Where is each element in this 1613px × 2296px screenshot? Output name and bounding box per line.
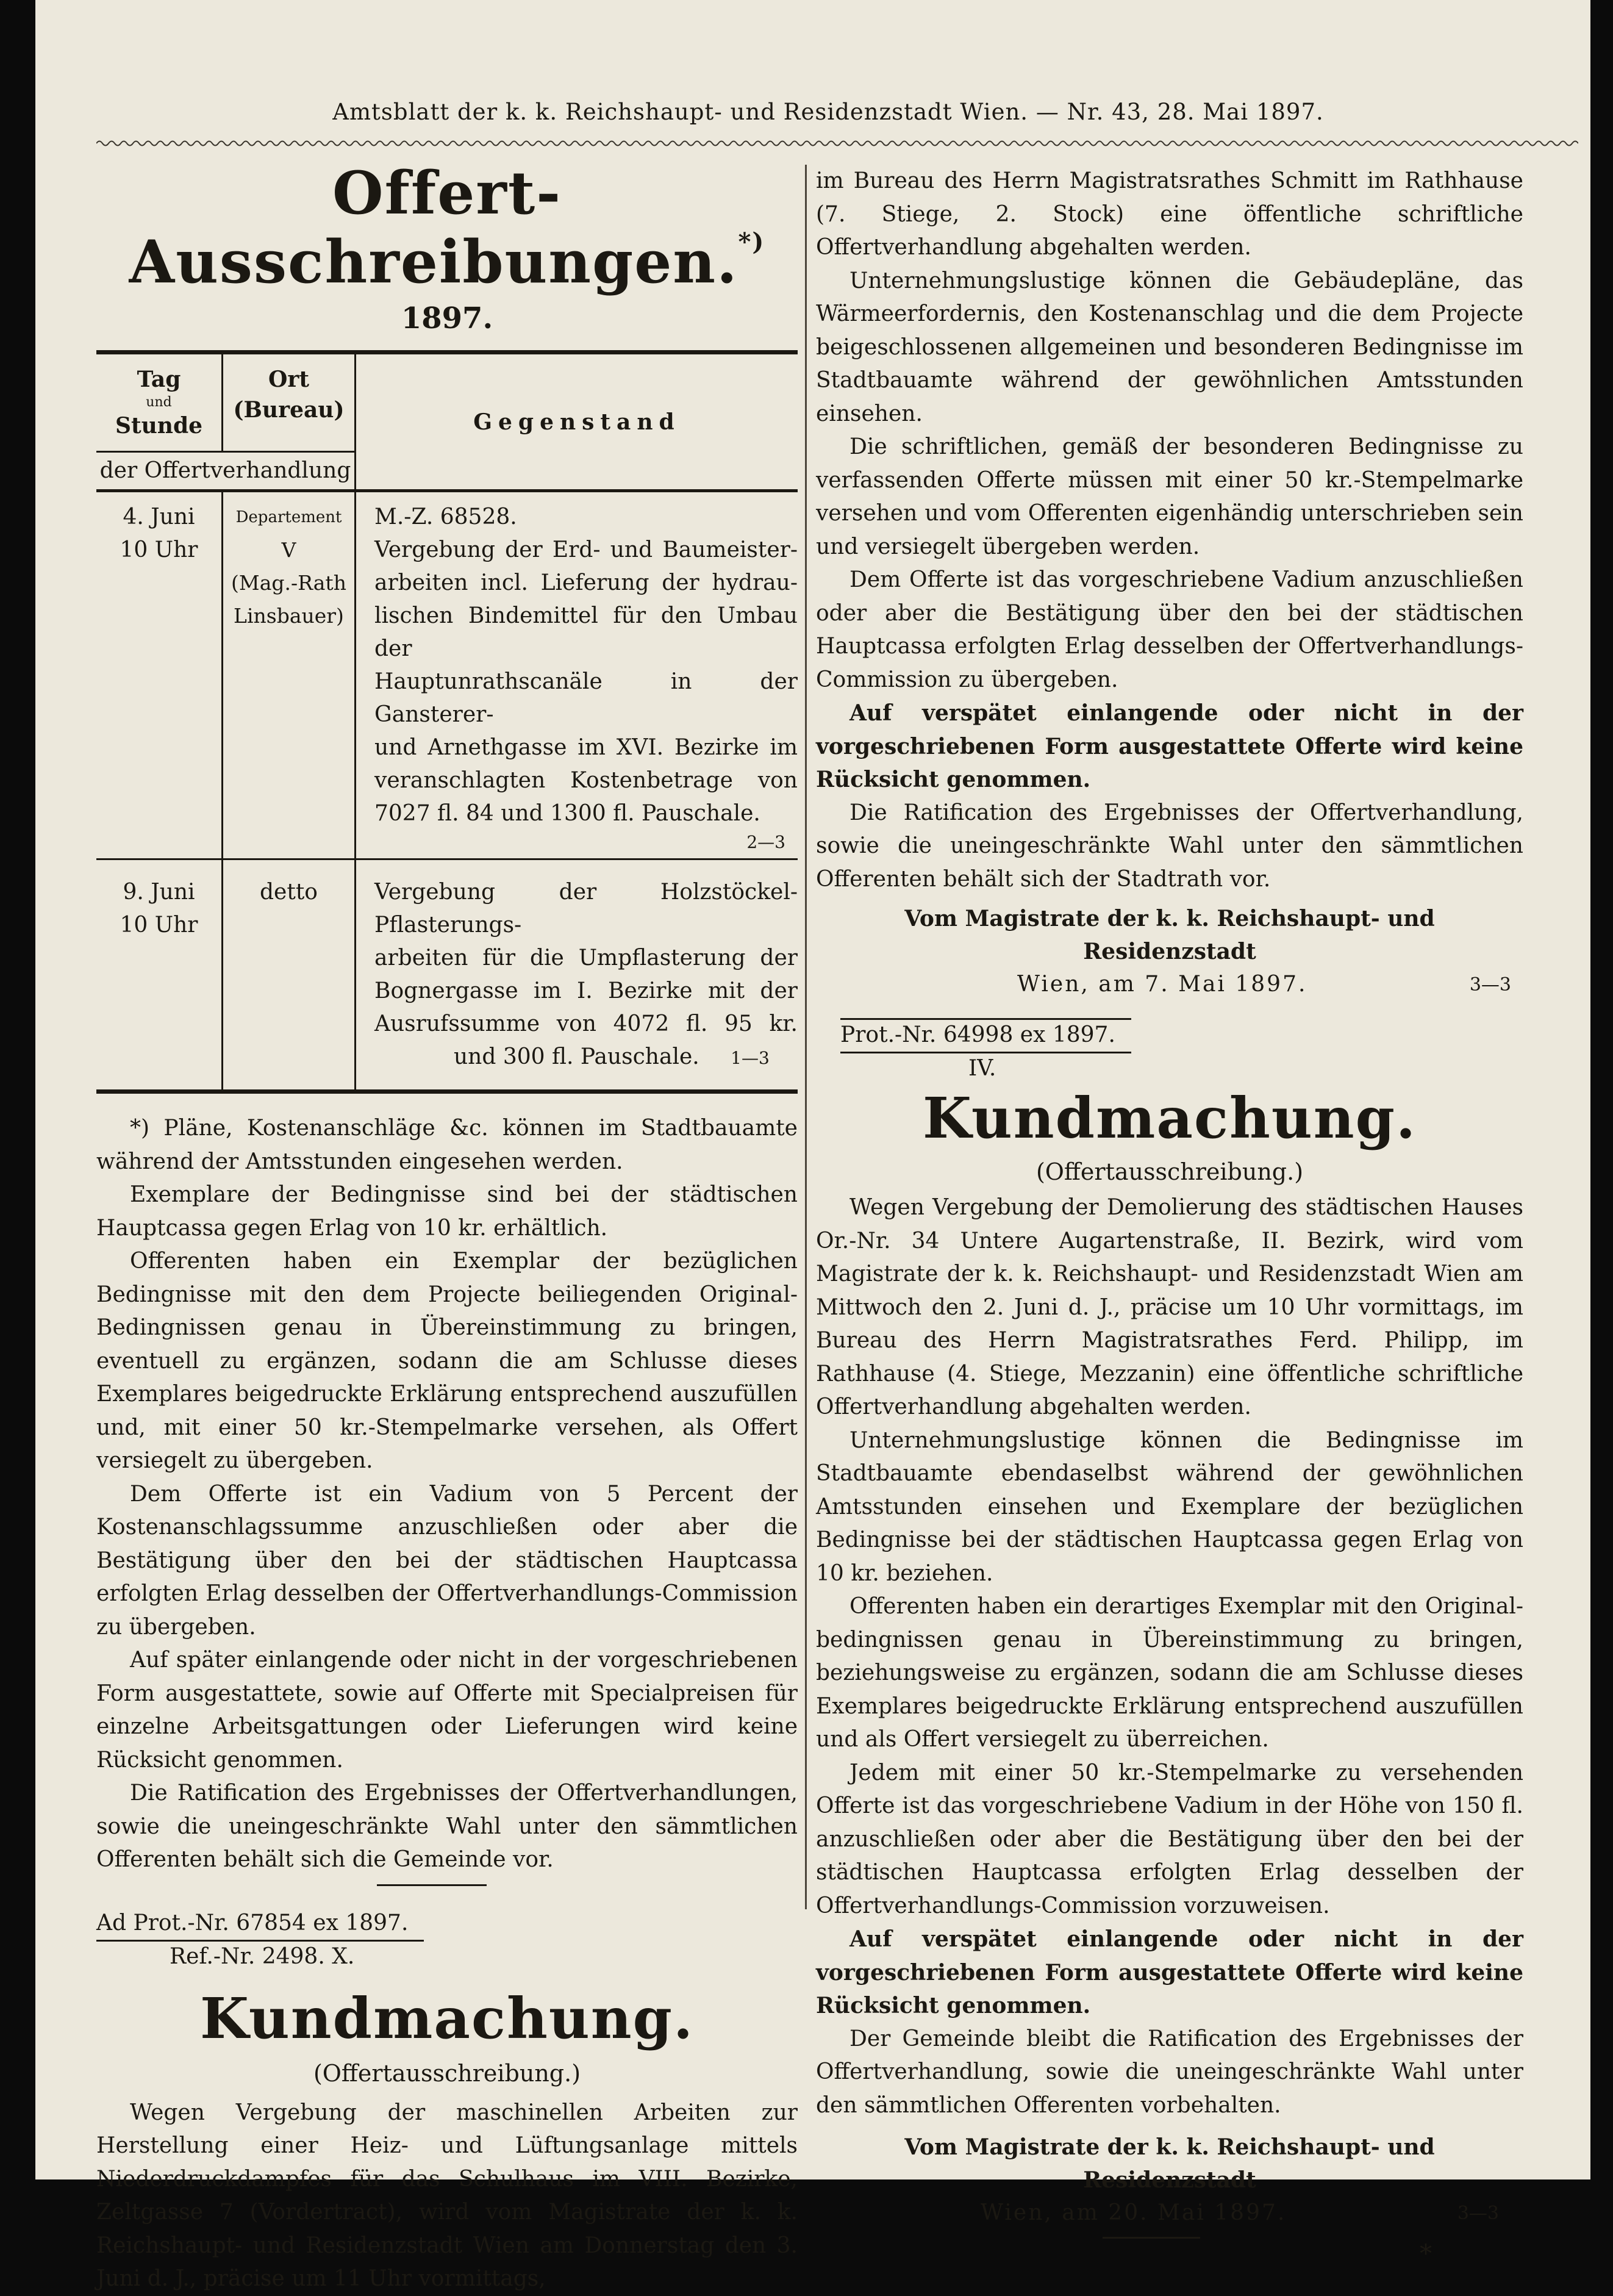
row2-datetime	[96, 859, 223, 1092]
row1-subject-line: Vergebung der Erd- und Baumeister-	[374, 537, 798, 562]
hdr-bureau: (Bureau)	[233, 397, 345, 423]
hdr-tag: Tag	[137, 367, 181, 392]
cont-para: im Bureau des Herrn Magistratsrathes Schmitt im Rathhause (7. Stiege, 2. Stock) eine öffentliche schriftliche Offertverhandlung abgehalten werden.	[816, 168, 1523, 260]
section-title	[96, 159, 798, 296]
prot-ref: Prot.-Nr. 64998 ex 1897.	[840, 1018, 1131, 1053]
row2-subject-line: Bognergasse im I. Bezirke mit der	[374, 978, 798, 1003]
end-rule	[1103, 2237, 1200, 2239]
row1-place-line: Linsbauer)	[234, 604, 344, 628]
row1-date: 4. Juni	[123, 504, 195, 529]
kundmachung-title: Kundmachung.	[922, 1085, 1417, 1151]
col-header-place	[223, 353, 356, 452]
row1-mark: 2—3	[746, 832, 785, 852]
column-divider	[805, 165, 807, 1909]
row2-place: detto	[223, 859, 356, 1092]
signature-line: Vom Magistrate der k. k. Reichshaupt- und Residenzstadt	[904, 906, 1435, 964]
footnote-para: Dem Offerte ist ein Vadium von 5 Percent der Kostenanschlagssumme anzuschließen oder aber die Bestätigung über den bei der städtischen Hauptcassa erfolgten Erlag desselben der Offertverhandlungs-Commission zu übergeben.	[96, 1481, 798, 1640]
hdr-stunde: Stunde	[115, 413, 203, 439]
row2-date: 9. Juni	[123, 880, 195, 905]
kundmachung-para: Offerenten haben ein derartiges Exemplar mit den Original-bedingnissen genau in Übereinstimmung zu bringen, beziehungsweise zu ergänzen, sodann die am Schlusse dieses Exemplares beigedruckte Erklärung entsprechend auszufüllen und als Offert versiegelt zu überreichen.	[816, 1594, 1523, 1752]
footnote-para: Auf später einlangende oder nicht in der vorgeschriebenen Form ausgestattete, sowie auf Offerte mit Specialpreisen für einzelne Arbeitsgattungen oder Lieferungen wird keine Rücksicht genommen.	[96, 1648, 798, 1773]
date-text: Wien, am 7. Mai 1897.	[1017, 972, 1307, 997]
row1-subject	[356, 491, 798, 859]
hdr-und: und	[146, 395, 172, 410]
sequence-mark: 3—3	[1469, 974, 1511, 996]
row2-subject-line: Vergebung der Holzstöckel-Pflasterungs-	[374, 880, 798, 938]
subheader-offer-negotiation: der Offertverhandlung	[96, 452, 356, 491]
row1-subject-line: und Arnethgasse im XVI. Bezirke im	[374, 735, 798, 760]
ref-number: Ref.-Nr. 2498. X.	[170, 1943, 355, 1969]
row2-subject-line: Ausrufssumme von 4072 fl. 95 kr.	[374, 1011, 798, 1036]
row1-datetime	[96, 491, 223, 859]
hdr-ort: Ort	[268, 367, 309, 392]
kundmachung-para: Jedem mit einer 50 kr.-Stempelmarke zu versehenden Offerte ist das vorgeschriebene Vadium in der Höhe von 150 fl. anzuschließen oder aber die Bestätigung über den bei der städtischen Hauptcassa erfolgten Erlag desselben der Offertverhandlungs-Commission vorzuweisen.	[816, 1760, 1523, 1918]
date-row	[816, 968, 1523, 1002]
newspaper-page	[35, 0, 1590, 2291]
row1-subject-line: Hauptunrathscanäle in der Gansterer-	[374, 669, 798, 727]
year-label: 1897.	[401, 301, 493, 335]
row1-subject-line: arbeiten incl. Lieferung der hydrau-	[374, 570, 798, 595]
col-header-date	[96, 353, 223, 452]
row1-place-line: V	[281, 538, 296, 562]
kundmachung-text: Wegen Vergebung der maschinellen Arbeiten zur Herstellung einer Heiz- und Lüftungsanlage mittels Niederdruckdampfes für das Schulhaus im VIII. Bezirke, Zeltgasse 7 (Vordertract), wird vom Magistrate der k. k. Reichshaupt- und Residenzstadt Wien am Donnerstag den 3. Juni d. J., präcise um 11 Uhr vormittags,	[96, 2100, 798, 2291]
cont-para: Auf verspätet einlangende oder nicht in der vorgeschriebenen Form ausgestattete Offerte wird keine Rücksicht genommen.	[816, 700, 1523, 792]
row1-subject-line: veranschlagten Kostenbetrage von	[374, 768, 798, 793]
row2-subject	[356, 859, 798, 1092]
footnote-para: Offerenten haben ein Exemplar der bezüglichen Bedingnisse mit den dem Projecte beiliegenden Original-Bedingnissen genau in Übereinstimmung zu bringen, eventuell zu ergänzen, sodann die am Schlusse dieses Exemplares beigedruckte Erklärung entsprechend auszufüllen und, mit einer 50 kr.-Stempelmarke versehen, als Offert versiegelt zu übergeben.	[96, 1249, 798, 1473]
row1-time: 10 Uhr	[120, 537, 198, 562]
kundmachung-para: Auf verspätet einlangende oder nicht in der vorgeschriebenen Form ausgestattete Offerte wird keine Rücksicht genommen.	[816, 1926, 1523, 2018]
table-bottom-rule	[96, 1092, 798, 1108]
date-row	[816, 2197, 1523, 2233]
row1-place-line: Departement	[235, 508, 342, 526]
roman-number: IV.	[968, 1056, 996, 1081]
cont-para: Unternehmungslustige können die Gebäudepläne, das Wärmeerfordernis, den Kostenanschlag und die dem Projecte beigeschlossenen allgemeinen und besonderen Bedingnisse im Stadtbauamte während der gewöhnlichen Amtsstunden einsehen.	[816, 268, 1523, 426]
date-text: Wien, am 20. Mai 1897.	[981, 2200, 1287, 2225]
prot-ref-block	[816, 1018, 1523, 1053]
kundmachung-subtitle: (Offertausschreibung.)	[1035, 1158, 1304, 1185]
footnote-para: Exemplare der Bedingnisse sind bei der städtischen Hauptcassa gegen Erlag von 10 kr. erhältlich.	[96, 1182, 798, 1241]
row1-subject-line: 7027 fl. 84 und 1300 fl. Pauschale.	[374, 801, 760, 826]
row1-place-line: (Mag.-Rath	[231, 571, 346, 595]
kundmachung-title: Kundmachung.	[199, 1985, 695, 2051]
left-column	[96, 159, 798, 2296]
signature-line: Vom Magistrate der k. k. Reichshaupt- und Residenzstadt	[904, 2134, 1435, 2193]
kundmachung-para: Wegen Vergebung der Demolierung des städtischen Hauses Or.-Nr. 34 Untere Augartenstraße, II. Bezirk, wird vom Magistrate der k. k. Reichshaupt- und Residenzstadt Wien am Mittwoch den 2. Juni d. J., präcise um 10 Uhr vormittags, im Bureau des Herrn Magistratsrathes Ferd. Philipp, im Rathhause (4. Stiege, Mezzanin) eine öffentliche schriftliche Offertverhandlung abgehalten werden.	[816, 1195, 1523, 1419]
row1-subject-line: M.-Z. 68528.	[374, 504, 517, 529]
kundmachung-para: Der Gemeinde bleibt die Ratification des Ergebnisses der Offertverhandlung, sowie die uneingeschränkte Wahl unter den sämmtlichen Offerenten vorbehalten.	[816, 2026, 1523, 2118]
row2-subject-last	[374, 1041, 798, 1075]
sequence-mark: 3—3	[1457, 2203, 1499, 2224]
footnote-para: *) Pläne, Kostenanschläge &c. können im Stadtbauamte während der Amtsstunden eingesehen werden.	[96, 1116, 798, 1174]
asterisk-mark: *	[1420, 2240, 1432, 2268]
prot-ref: Ad Prot.-Nr. 67854 ex 1897.	[96, 1908, 424, 1942]
kundmachung-subtitle: (Offertausschreibung.)	[313, 2059, 581, 2087]
row1-place	[223, 491, 356, 859]
title-footnote-mark: *)	[738, 228, 765, 256]
cont-para: Die schriftlichen, gemäß der besonderen Bedingnisse zu verfassenden Offerte müssen mit einer 50 kr.-Stempelmarke versehen und vom Offerenten eigenhändig unterschrieben sein und versiegelt übergeben werden.	[816, 434, 1523, 559]
col-header-subject: Gegenstand	[473, 409, 681, 435]
right-column	[816, 165, 1523, 2268]
row2-subject-line: und 300 fl. Pauschale.	[454, 1044, 699, 1069]
separator-rule	[377, 1884, 487, 1886]
footnote-block	[96, 1112, 798, 1877]
footnote-para: Die Ratification des Ergebnisses der Offertverhandlungen, sowie die uneingeschränkte Wahl unter den sämmtlichen Offerenten behält sich die Gemeinde vor.	[96, 1781, 798, 1872]
cont-para: Dem Offerte ist das vorgeschriebene Vadium anzuschließen oder aber die Bestätigung über den bei der städtischen Hauptcassa erfolgten Erlag desselben der Offertverhandlungs-Commission zu übergeben.	[816, 567, 1523, 692]
kundmachung-para: Unternehmungslustige können die Bedingnisse im Stadtbauamte ebendaselbst während der gewöhnlichen Amtsstunden einsehen und Exemplare der bezüglichen Bedingnisse bei der städtischen Hauptcassa gegen Erlag von 10 kr. beziehen.	[816, 1427, 1523, 1586]
offer-table	[96, 350, 798, 1107]
row2-subject-line: arbeiten für die Umpflasterung der	[374, 945, 798, 970]
row2-mark: 1—3	[731, 1048, 770, 1068]
header-wavy-rule	[96, 139, 1578, 148]
running-header: Amtsblatt der k. k. Reichshaupt- und Residenzstadt Wien. — Nr. 43, 28. Mai 1897.	[332, 99, 1324, 125]
row1-subject-line: lischen Bindemittel für den Umbau der	[374, 603, 798, 661]
ref-block	[96, 1908, 798, 1972]
cont-para: Die Ratification des Ergebnisses der Offertverhandlung, sowie die uneingeschränkte Wahl unter den sämmtlichen Offerenten behält sich der Stadtrath vor.	[816, 800, 1523, 892]
title-text: Offert-Ausschreibungen.	[129, 159, 739, 296]
row2-time: 10 Uhr	[120, 913, 198, 938]
